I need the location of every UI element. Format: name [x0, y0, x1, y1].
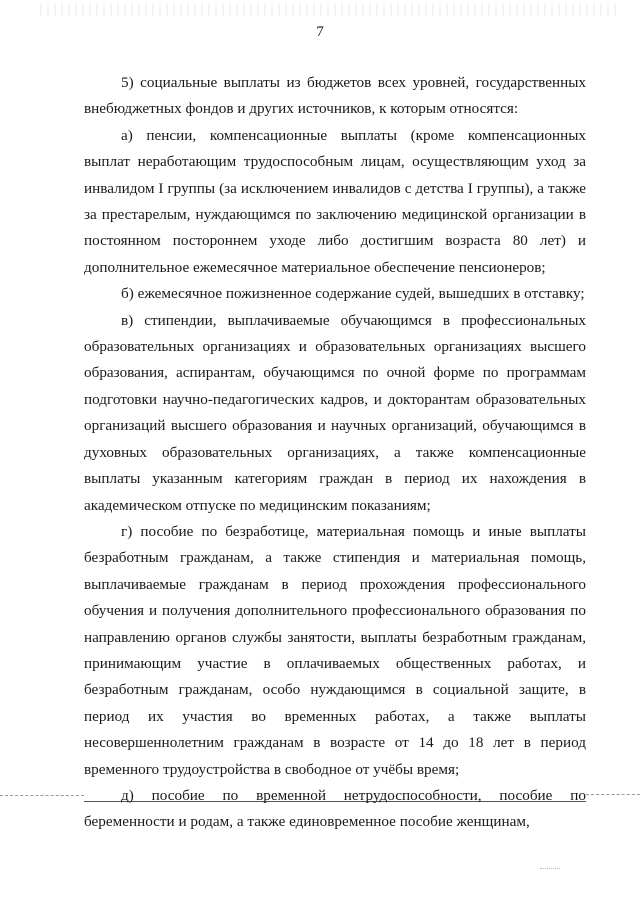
scan-noise-top	[40, 4, 620, 16]
scan-noise-corner	[540, 868, 560, 879]
paragraph-stipends: в) стипендии, выплачиваемые обучающимся в профессиональных образовательных организациях и образовательных организациях высшего образования, аспирантам, обучающимся по очной форме по программам подготовки научно-педагогических кадров, и докторантам образовательных организаций высшего образования и научных организаций, обучающимся в духовных образовательных организациях, а также компенсационные выплаты указанным категориям граждан в период их нахождения в академическом отпуске по медицинским показаниям;	[84, 311, 586, 514]
paragraph-disability-benefit: д) пособие по временной нетрудоспособности, пособие по беременности и родам, а также единовременное пособие женщинам,	[84, 783, 586, 836]
scan-line-left	[0, 795, 84, 797]
scan-line-right	[586, 794, 640, 796]
paragraph-judges: б) ежемесячное пожизненное содержание судей, вышедших в отставку;	[121, 285, 585, 303]
paragraph-pensions: а) пенсии, компенсационные выплаты (кроме компенсационных выплат неработающим трудоспособным лицам, осуществляющим уход за инвалидом I группы (за исключением инвалидов с детства I группы), а также за престарелым, нуждающимся по заключению медицинской организации в постоянном постороннем уходе либо достигшим возраста 80 лет) и дополнительное ежемесячное материальное обеспечение пенсионеров;	[84, 126, 586, 276]
margin-mark	[16, 40, 56, 48]
paragraph-social-payments: 5) социальные выплаты из бюджетов всех уровней, государственных внебюджетных фондов и других источников, к которым относятся:	[84, 74, 586, 118]
page-number: 7	[316, 24, 324, 40]
document-body	[84, 70, 586, 836]
paragraph-unemployment: г) пособие по безработице, материальная помощь и иные выплаты безработным гражданам, а также стипендия и материальная помощь, выплачиваемые гражданам в период прохождения профессионального обучения и получения дополнительного профессионального образования по направлению органов службы занятости, выплаты безработным гражданам, принимающим участие в оплачиваемых общественных работах, и безработным гражданам, особо нуждающимся в социальной защите, в период их участия во временных работах, а также выплаты несовершеннолетним гражданам в возрасте от 14 до 18 лет в период временного трудоустройства в свободное от учёбы время;	[84, 522, 586, 778]
